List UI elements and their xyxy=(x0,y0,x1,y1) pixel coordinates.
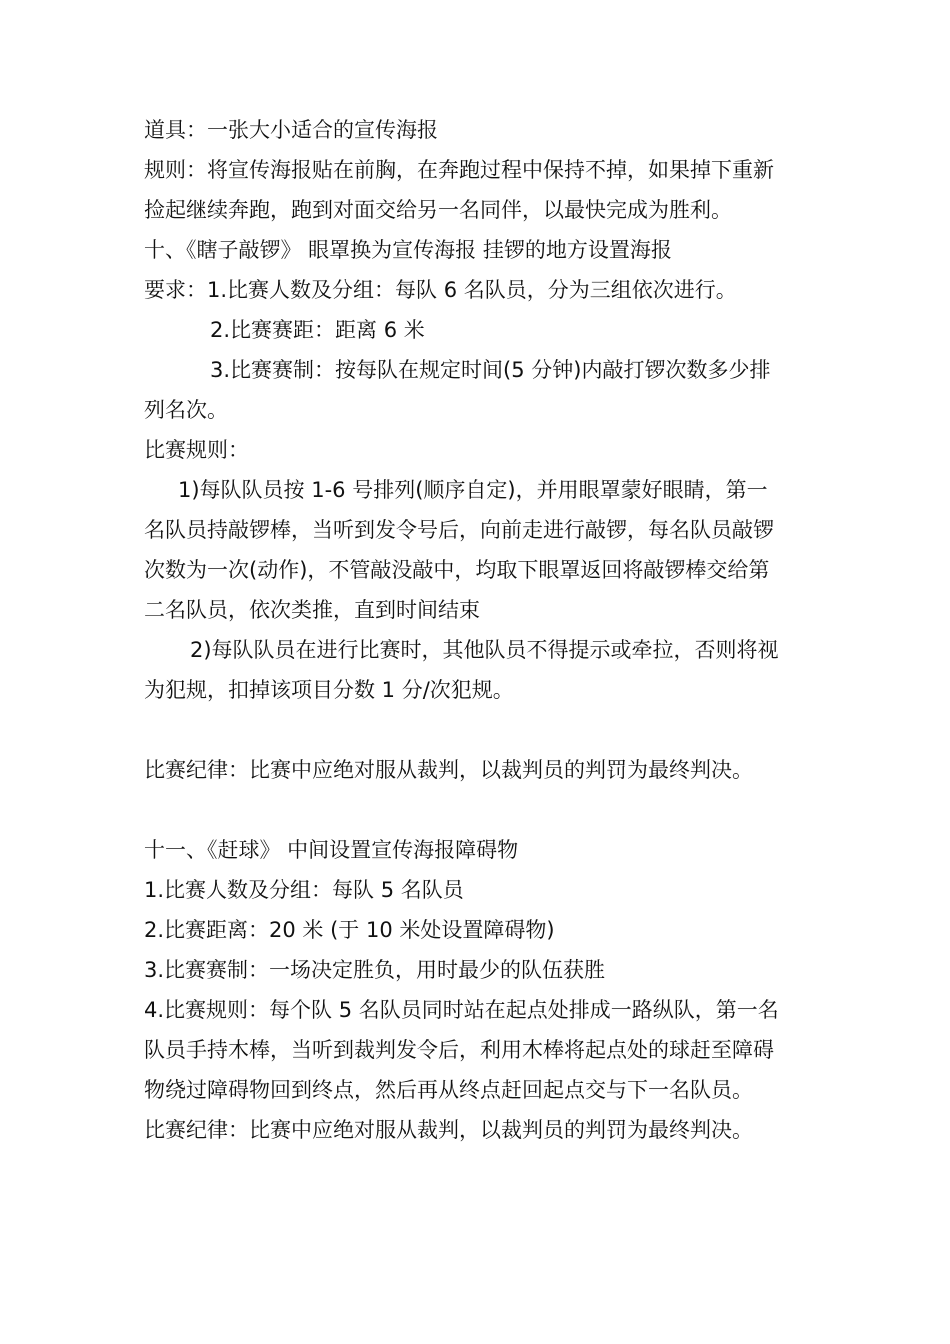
section10-rule-1-line-3: 次数为一次(动作)，不管敲没敲中，均取下眼罩返回将敲锣棒交给第 xyxy=(144,558,770,582)
props-line: 道具：一张大小适合的宣传海报 xyxy=(144,118,438,142)
section11-heading: 十一、《赶球》 中间设置宣传海报障碍物 xyxy=(144,838,519,862)
section11-item-3: 3.比赛赛制：一场决定胜负，用时最少的队伍获胜 xyxy=(144,958,606,982)
section11-item-4-line-2: 队员手持木棒，当听到裁判发令后，利用木棒将起点处的球赶至障碍 xyxy=(144,1038,774,1062)
section10-discipline: 比赛纪律：比赛中应绝对服从裁判，以裁判员的判罚为最终判决。 xyxy=(144,758,753,782)
section10-requirement-2: 2.比赛赛距：距离 6 米 xyxy=(210,318,425,342)
section11-discipline: 比赛纪律：比赛中应绝对服从裁判，以裁判员的判罚为最终判决。 xyxy=(144,1118,753,1142)
section10-requirement-3-line-1: 3.比赛赛制：按每队在规定时间(5 分钟)内敲打锣次数多少排 xyxy=(210,358,771,382)
section10-requirement-3-line-2: 列名次。 xyxy=(144,398,228,422)
section11-item-4-line-3: 物绕过障碍物回到终点，然后再从终点赶回起点交与下一名队员。 xyxy=(144,1078,753,1102)
section11-item-2: 2.比赛距离：20 米 (于 10 米处设置障碍物) xyxy=(144,918,555,942)
section10-requirement-1: 要求：1.比赛人数及分组：每队 6 名队员，分为三组依次进行。 xyxy=(144,278,737,302)
section11-item-4-line-1: 4.比赛规则：每个队 5 名队员同时站在起点处排成一路纵队，第一名 xyxy=(144,998,779,1022)
section10-heading: 十、《瞎子敲锣》 眼罩换为宣传海报 挂锣的地方设置海报 xyxy=(144,238,672,262)
section10-rules-heading: 比赛规则： xyxy=(144,438,249,462)
section10-rule-1-line-2: 名队员持敲锣棒，当听到发令号后，向前走进行敲锣，每名队员敲锣 xyxy=(144,518,774,542)
section11-item-1: 1.比赛人数及分组：每队 5 名队员 xyxy=(144,878,464,902)
section10-rule-1-line-1: 1)每队队员按 1-6 号排列(顺序自定)，并用眼罩蒙好眼睛，第一 xyxy=(178,478,768,502)
rules-line-1: 规则：将宣传海报贴在前胸，在奔跑过程中保持不掉，如果掉下重新 xyxy=(144,158,774,182)
section10-rule-1-line-4: 二名队员，依次类推，直到时间结束 xyxy=(144,598,480,622)
section10-rule-2-line-1: 2)每队队员在进行比赛时，其他队员不得提示或牵拉，否则将视 xyxy=(190,638,779,662)
rules-line-2: 捡起继续奔跑，跑到对面交给另一名同伴，以最快完成为胜利。 xyxy=(144,198,732,222)
section10-rule-2-line-2: 为犯规，扣掉该项目分数 1 分/次犯规。 xyxy=(144,678,514,702)
